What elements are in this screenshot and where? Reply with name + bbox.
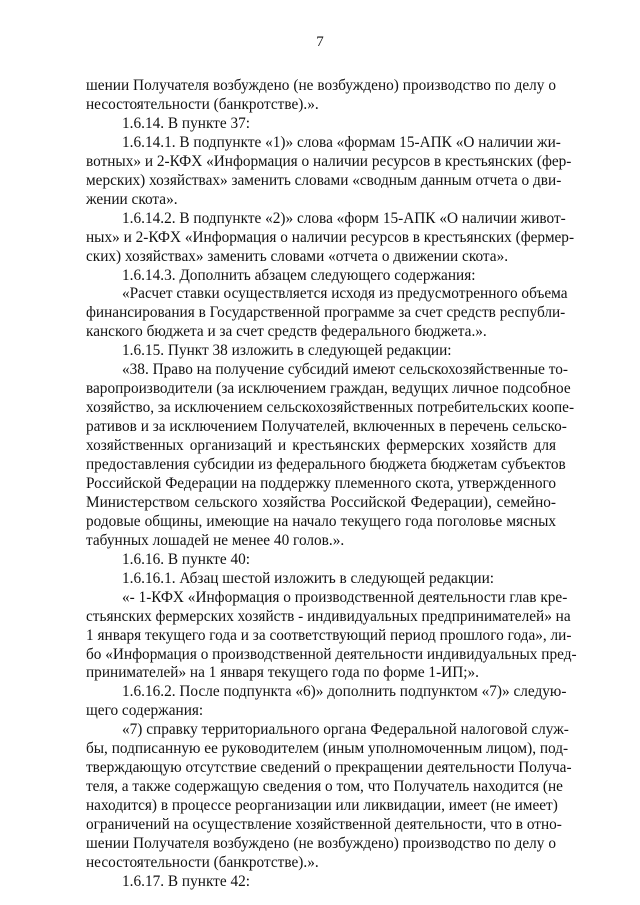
text-line: 1.6.15. Пункт 38 изложить в следующей редакции:	[122, 342, 452, 360]
text-line: шении Получателя возбуждено (не возбуждено) производство по делу о	[86, 835, 556, 852]
text-line: принимателей» на 1 января текущего года по форме 1-ИП;».	[86, 664, 479, 682]
text-line: 1.6.14.3. Дополнить абзацем следующего содержания:	[122, 266, 476, 284]
text-line: щего содержания:	[86, 702, 204, 720]
text-line: «38. Право на получение субсидий имеют сельскохозяйственные то-	[122, 361, 568, 379]
text-line: ративов и за исключением Получателей, включенных в перечень сельско-	[86, 418, 567, 436]
text-line: мерских) хозяйствах» заменить словами «сводным данным отчета о дви-	[86, 171, 562, 189]
text-line: родовые общины, имеющие на начало текущего года поголовье мясных	[86, 512, 556, 530]
text-line: бо «Информация о производственной деятельности индивидуальных пред-	[86, 645, 577, 663]
text-line: «Расчет ставки осуществляется исходя из предусмотренного объема	[122, 285, 568, 303]
text-line: ских) хозяйствах» заменить словами «отчета о движении скота».	[86, 247, 509, 265]
text-line: «7) справку территориального органа Федеральной налоговой служ-	[122, 721, 569, 739]
text-line: хозяйственных организаций и крестьянских фермерских хозяйств для	[86, 437, 556, 455]
text-line: варопроизводители (за исключением граждан, ведущих личное подсобное	[86, 380, 571, 398]
text-line: Российской Федерации на поддержку племенного скота, утвержденного	[86, 474, 557, 492]
text-line: несостоятельности (банкротстве).».	[86, 853, 319, 871]
text-line: 1.6.16. В пункте 40:	[122, 550, 251, 568]
text-line: 1.6.16.1. Абзац шестой изложить в следующей редакции:	[122, 569, 495, 587]
text-line: 1 января текущего года и за соответствующий период прошлого года», ли-	[86, 626, 572, 644]
text-line: предоставления субсидии из федерального бюджета бюджетам субъектов	[86, 456, 566, 473]
text-line: хозяйство, за исключением сельскохозяйственных потребительских коопе-	[86, 399, 575, 417]
text-line: шении Получателя возбуждено (не возбуждено) производство по делу о	[86, 77, 556, 94]
text-line: ограничений на осуществление хозяйственной деятельности, что в отно-	[86, 816, 562, 833]
text-line: несостоятельности (банкротстве).».	[86, 96, 319, 113]
text-line: Министерством сельского хозяйства Российской Федерации), семейно-	[86, 493, 556, 511]
text-line: вотных» и 2-КФХ «Информация о наличии ресурсов в крестьянских (фер-	[86, 152, 572, 170]
text-line: финансирования в Государственной программе за счет средств республи-	[86, 304, 566, 322]
text-line: находится) в процессе реорганизации или ликвидации, имеет (не имеет)	[86, 797, 558, 815]
text-line: табунных лошадей не менее 40 голов.».	[86, 531, 345, 549]
text-line: 1.6.17. В пункте 42:	[122, 872, 251, 890]
text-line: «- 1-КФХ «Информация о производственной деятельности глав кре-	[122, 588, 568, 606]
text-line: 1.6.16.2. После подпункта «6)» дополнить подпунктом «7)» следую-	[122, 683, 567, 701]
text-line: 1.6.14.1. В подпункте «1)» слова «формам 15-АПК «О наличии жи-	[122, 133, 561, 151]
page-number: 7	[316, 34, 324, 50]
text-line: бы, подписанную ее руководителем (иным уполномоченным лицом), под-	[86, 740, 569, 758]
text-line: стьянских фермерских хозяйств - индивидуальных предпринимателей» на	[86, 607, 571, 625]
text-line: 1.6.14.2. В подпункте «2)» слова «форм 15-АПК «О наличии живот-	[122, 209, 566, 227]
text-line: жении скота».	[86, 190, 178, 208]
text-line: ных» и 2-КФХ «Информация о наличии ресурсов в крестьянских (фермер-	[86, 228, 575, 246]
text-line: канского бюджета и за счет средств федерального бюджета.».	[86, 323, 487, 341]
text-line: теля, а также содержащую сведения о том, что Получатель находится (не	[86, 778, 563, 796]
text-line: тверждающую отсутствие сведений о прекращении деятельности Получа-	[86, 759, 572, 777]
text-line: 1.6.14. В пункте 37:	[122, 114, 251, 132]
